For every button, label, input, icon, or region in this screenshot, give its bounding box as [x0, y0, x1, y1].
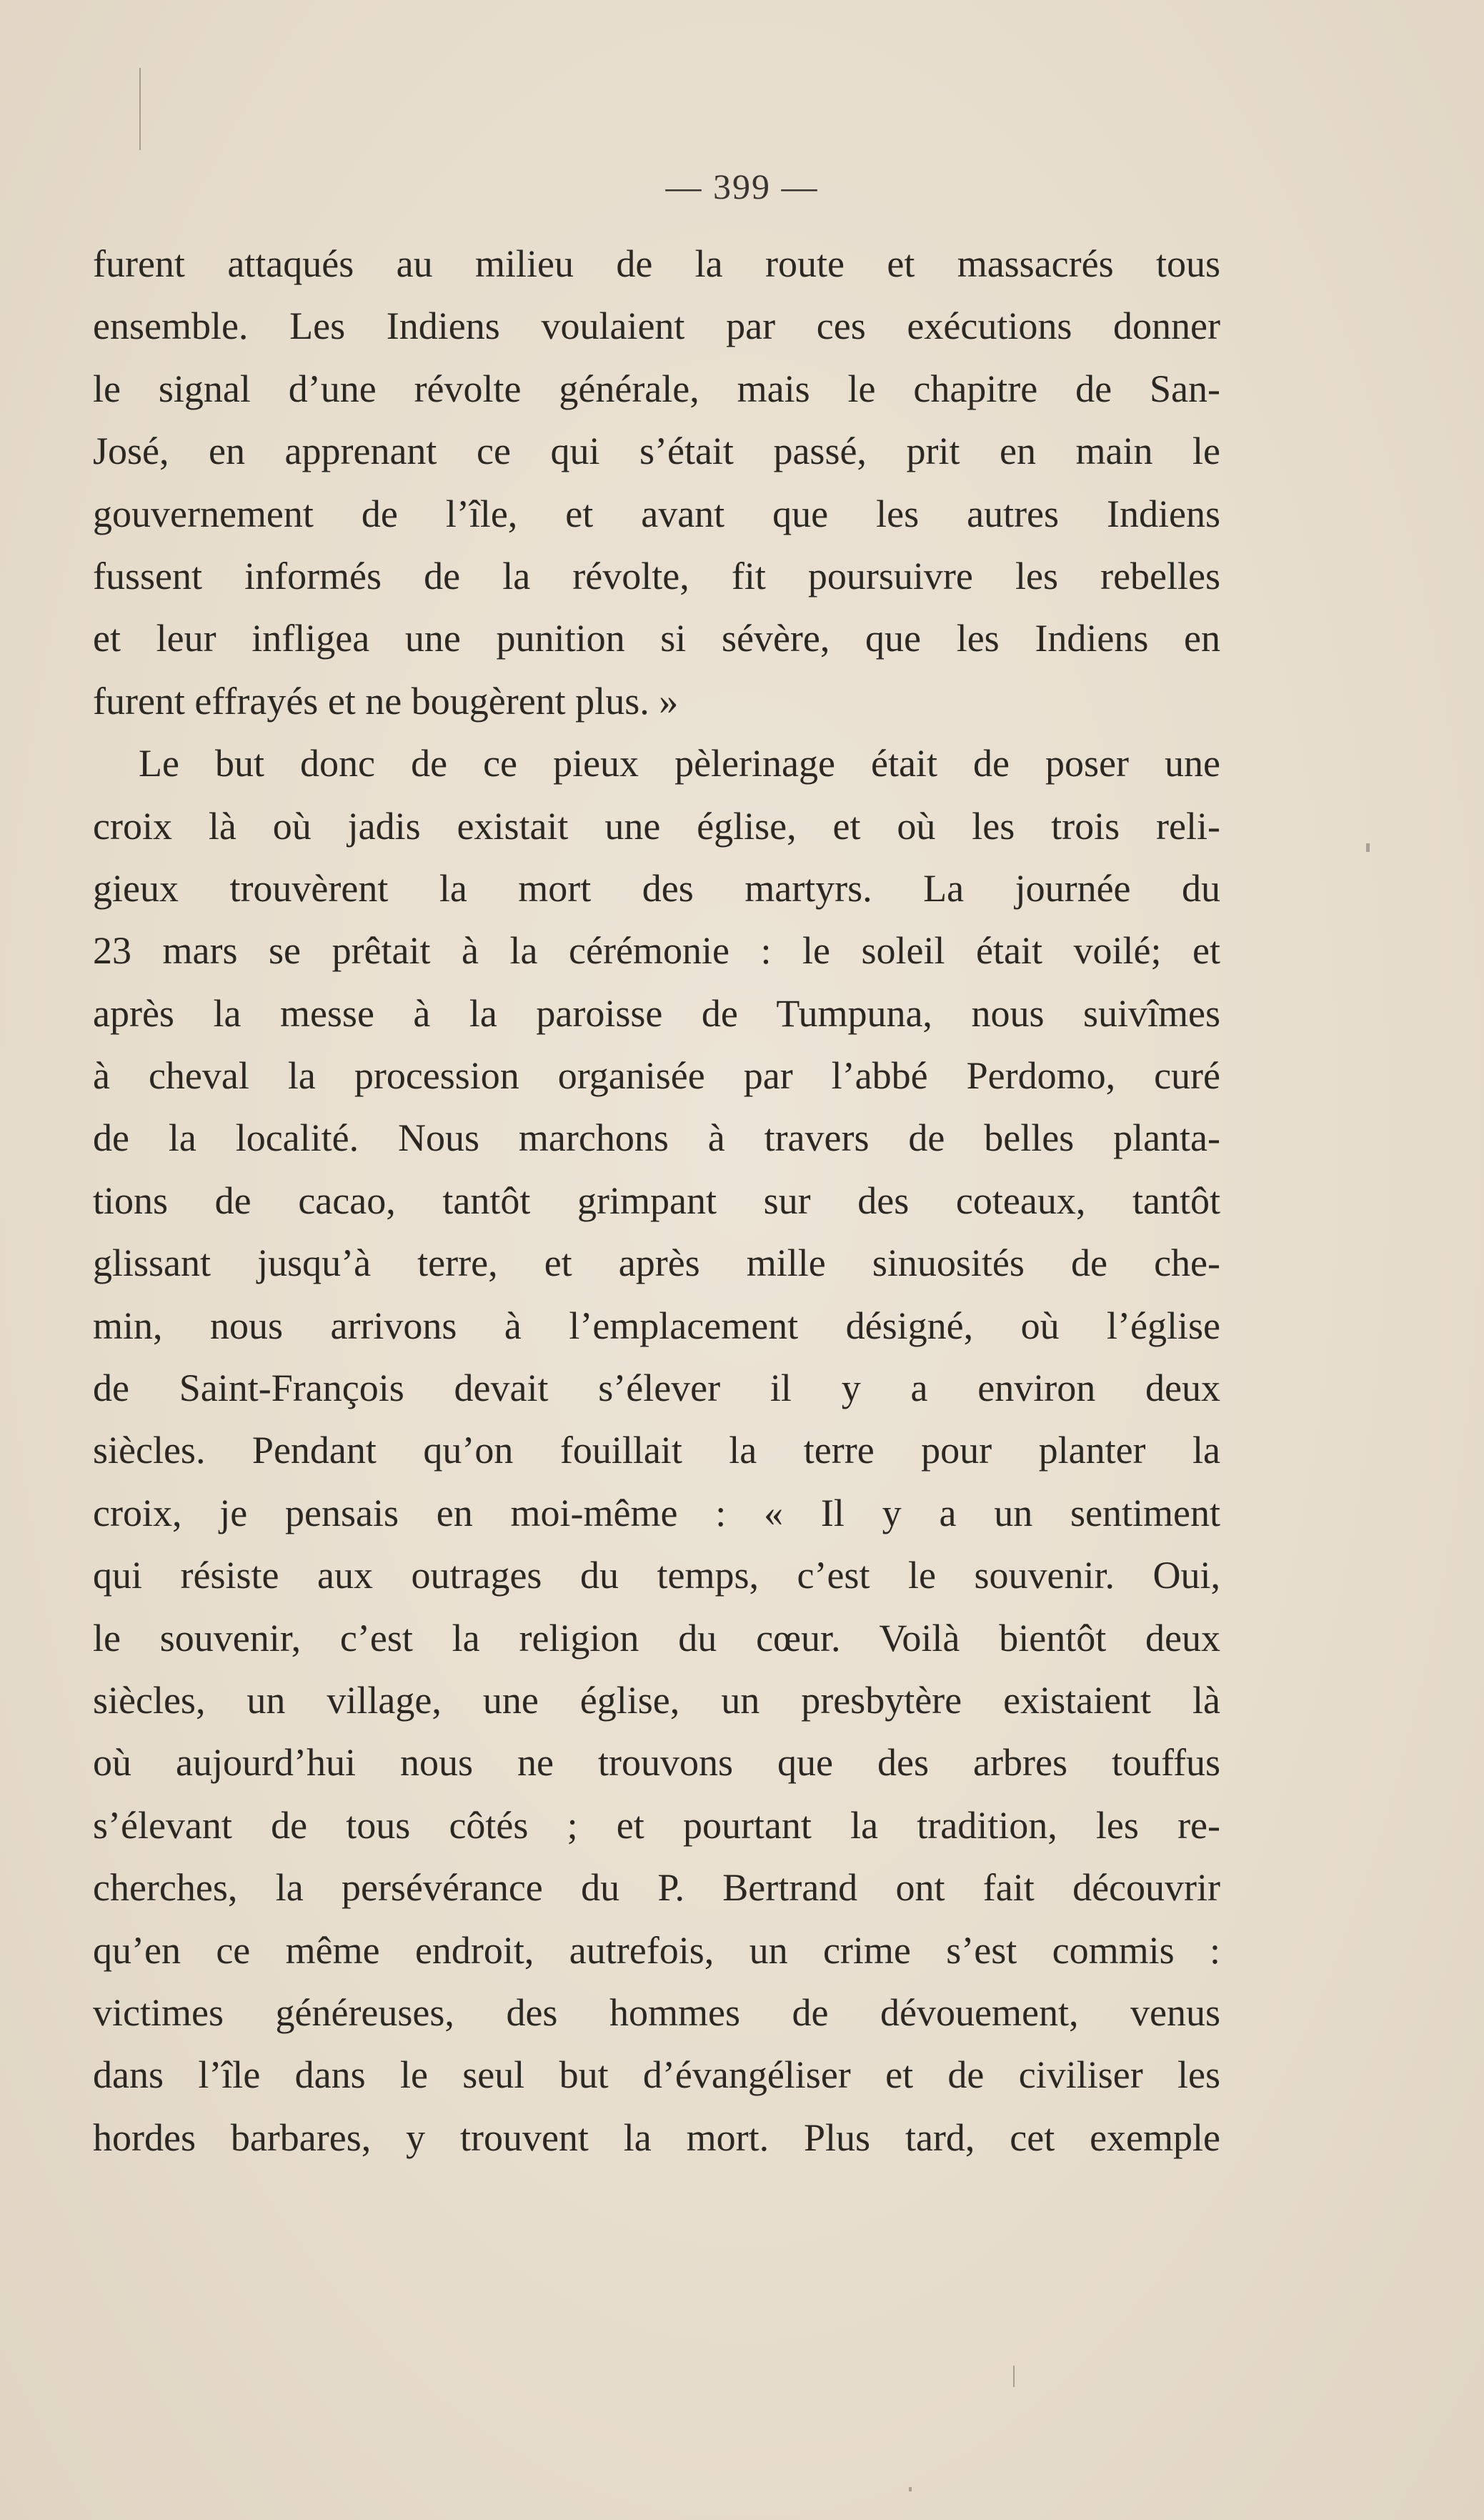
text-line: hordes barbares, y trouvent la mort. Plus tard, cet exemple [93, 2115, 1220, 2159]
text-line: après la messe à la paroisse de Tumpuna, nous suivîmes [93, 991, 1220, 1035]
text-line: glissant jusqu’à terre, et après mille sinuosités de che- [93, 1241, 1220, 1285]
body-text [93, 233, 1220, 2169]
text-line: de Saint-François devait s’élever il y a environ deux [93, 1366, 1220, 1410]
text-line: 23 mars se prêtait à la cérémonie : le soleil était voilé; et [93, 929, 1220, 973]
text-line: fussent informés de la révolte, fit poursuivre les rebelles [93, 554, 1220, 597]
text-line: José, en apprenant ce qui s’était passé, prit en main le [93, 430, 1220, 473]
text-line: où aujourd’hui nous ne trouvons que des arbres touffus [93, 1741, 1220, 1785]
text-line: à cheval la procession organisée par l’abbé Perdomo, curé [93, 1054, 1220, 1098]
text-line: furent attaqués au milieu de la route et massacrés tous [93, 242, 1220, 285]
text-line: et leur infligea une punition si sévère, que les Indiens en [93, 617, 1220, 660]
text-line: croix, je pensais en moi-même : « Il y a un sentiment [93, 1491, 1220, 1534]
text-line: s’élevant de tous côtés ; et pourtant la tradition, les re- [93, 1803, 1220, 1847]
text-line: furent effrayés et ne bougèrent plus. » [93, 679, 679, 723]
text-line: Le but donc de ce pieux pèlerinage était de poser une [139, 742, 1220, 785]
text-line: croix là où jadis existait une église, et où les trois reli- [93, 804, 1220, 848]
text-line: gouvernement de l’île, et avant que les autres Indiens [93, 492, 1220, 535]
paper-blemish [1366, 843, 1370, 852]
page-number: — 399 — [665, 167, 819, 207]
text-line: ensemble. Les Indiens voulaient par ces exécutions donner [93, 304, 1220, 348]
text-line: le souvenir, c’est la religion du cœur. Voilà bientôt deux [93, 1616, 1220, 1660]
text-line: dans l’île dans le seul but d’évangéliser et de civiliser les [93, 2053, 1220, 2097]
text-line: qui résiste aux outrages du temps, c’est le souvenir. Oui, [93, 1554, 1220, 1597]
text-line: victimes généreuses, des hommes de dévouement, venus [93, 1990, 1220, 2034]
text-line: min, nous arrivons à l’emplacement désigné, où l’église [93, 1304, 1220, 1347]
text-line: siècles, un village, une église, un presbytère existaient là [93, 1678, 1220, 1722]
paper-blemish [909, 2487, 912, 2491]
text-line: de la localité. Nous marchons à travers de belles planta- [93, 1116, 1220, 1160]
text-line: le signal d’une révolte générale, mais le chapitre de San- [93, 367, 1220, 410]
text-line: qu’en ce même endroit, autrefois, un crime s’est commis : [93, 1928, 1220, 1972]
text-line: gieux trouvèrent la mort des martyrs. La journée du [93, 866, 1220, 910]
paper-blemish [1013, 2366, 1015, 2387]
text-line: cherches, la persévérance du P. Bertrand ont fait découvrir [93, 1866, 1220, 1910]
text-line: tions de cacao, tantôt grimpant sur des coteaux, tantôt [93, 1179, 1220, 1222]
text-line: siècles. Pendant qu’on fouillait la terre pour planter la [93, 1429, 1220, 1472]
paper-blemish [139, 68, 141, 150]
